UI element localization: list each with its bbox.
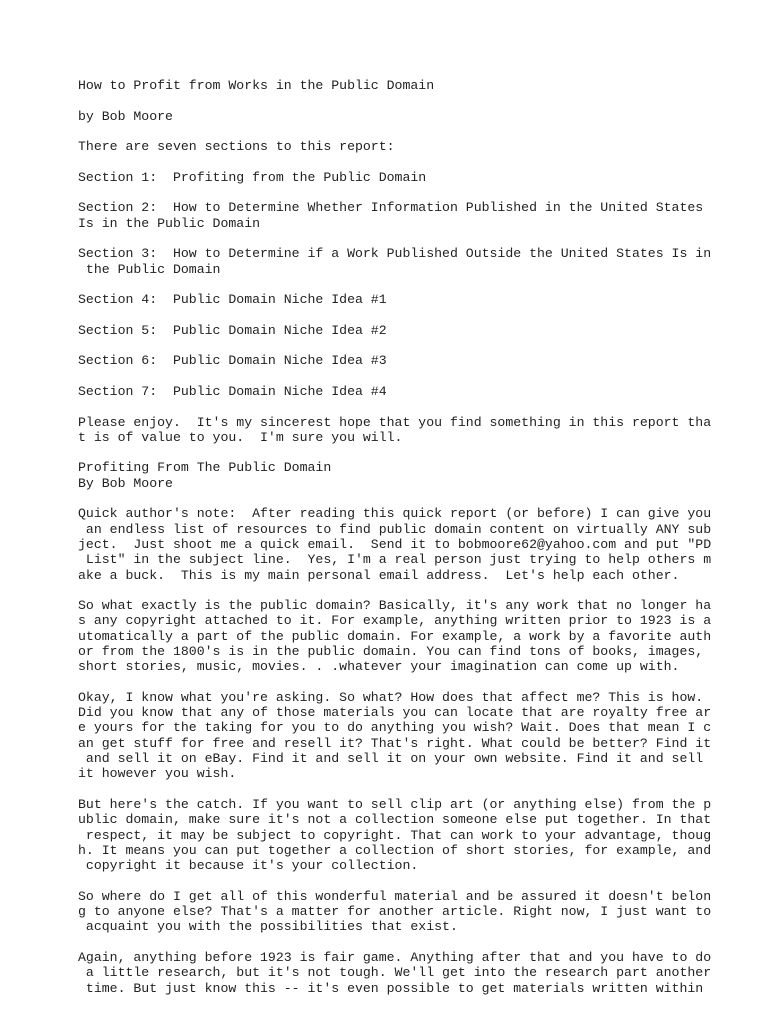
text-line: Section 3: How to Determine if a Work Published Outside the United States Is in (78, 246, 712, 262)
paragraph (78, 598, 758, 674)
paragraph (78, 170, 758, 185)
paragraph (78, 460, 758, 491)
paragraph (78, 950, 758, 996)
paragraph (78, 246, 758, 277)
text-line: By Bob Moore (78, 475, 173, 491)
text-line: So what exactly is the public domain? Basically, it's any work that no longer ha (78, 598, 712, 614)
text-line: ject. Just shoot me a quick email. Send it to bobmoore62@yahoo.com and put "PD (78, 536, 712, 552)
text-line: Again, anything before 1923 is fair game. Anything after that and you have to do (78, 949, 712, 965)
text-line: time. But just know this -- it's even possible to get materials written within (78, 980, 704, 996)
text-line: ublic domain, make sure it's not a collection someone else put together. In that (78, 812, 712, 828)
text-line: an get stuff for free and resell it? That's right. What could be better? Find it (78, 735, 712, 751)
text-line: Section 4: Public Domain Niche Idea #1 (78, 292, 387, 308)
paragraph (78, 415, 758, 446)
document-page (78, 78, 758, 1011)
text-line: s any copyright attached to it. For example, anything written prior to 1923 is a (78, 613, 712, 629)
text-line: g to anyone else? That's a matter for another article. Right now, I just want to (78, 904, 712, 920)
paragraph (78, 797, 758, 873)
paragraph (78, 109, 758, 124)
paragraph (78, 506, 758, 582)
paragraph (78, 690, 758, 782)
text-line: the Public Domain (78, 261, 221, 277)
text-line: Is in the Public Domain (78, 215, 261, 231)
text-line: So where do I get all of this wonderful material and be assured it doesn't belon (78, 888, 712, 904)
text-line: and sell it on eBay. Find it and sell it on your own website. Find it and sell (78, 751, 704, 767)
paragraph (78, 78, 758, 93)
text-line: or from the 1800's is in the public domain. You can find tons of books, images, (78, 643, 704, 659)
text-line: a little research, but it's not tough. We'll get into the research part another (78, 965, 712, 981)
paragraph (78, 292, 758, 307)
paragraph (78, 889, 758, 935)
text-line: Section 6: Public Domain Niche Idea #3 (78, 353, 387, 369)
paragraph (78, 353, 758, 368)
text-line: e yours for the taking for you to do anything you wish? Wait. Does that mean I c (78, 720, 712, 736)
paragraph (78, 139, 758, 154)
text-line: by Bob Moore (78, 108, 173, 124)
text-line: There are seven sections to this report: (78, 139, 395, 155)
text-line: acquaint you with the possibilities that exist. (78, 919, 458, 935)
text-line: How to Profit from Works in the Public Domain (78, 78, 435, 93)
text-line: it however you wish. (78, 766, 237, 782)
text-line: h. It means you can put together a collection of short stories, for example, and (78, 842, 712, 858)
text-line: Quick author's note: After reading this quick report (or before) I can give you (78, 506, 712, 522)
text-line: an endless list of resources to find public domain content on virtually ANY sub (78, 521, 712, 537)
paragraph (78, 200, 758, 231)
text-line: Section 1: Profiting from the Public Domain (78, 169, 427, 185)
text-line: Profiting From The Public Domain (78, 460, 332, 476)
text-line: respect, it may be subject to copyright. That can work to your advantage, thoug (78, 827, 712, 843)
text-line: Okay, I know what you're asking. So what? How does that affect me? This is how. (78, 689, 704, 705)
text-line: List" in the subject line. Yes, I'm a real person just trying to help others m (78, 552, 712, 568)
text-line: Please enjoy. It's my sincerest hope that you find something in this report tha (78, 414, 712, 430)
paragraph (78, 323, 758, 338)
text-line: ake a buck. This is my main personal email address. Let's help each other. (78, 567, 680, 583)
text-line: Section 2: How to Determine Whether Information Published in the United States (78, 200, 704, 216)
text-line: Section 5: Public Domain Niche Idea #2 (78, 322, 387, 338)
text-line: But here's the catch. If you want to sell clip art (or anything else) from the p (78, 796, 712, 812)
paragraph (78, 384, 758, 399)
text-line: Did you know that any of those materials you can locate that are royalty free ar (78, 705, 712, 721)
text-line: copyright it because it's your collection. (78, 858, 419, 874)
text-line: t is of value to you. I'm sure you will. (78, 429, 403, 445)
text-line: utomatically a part of the public domain. For example, a work by a favorite auth (78, 628, 712, 644)
text-line: short stories, music, movies. . .whatever your imagination can come up with. (78, 659, 680, 675)
text-line: Section 7: Public Domain Niche Idea #4 (78, 383, 387, 399)
